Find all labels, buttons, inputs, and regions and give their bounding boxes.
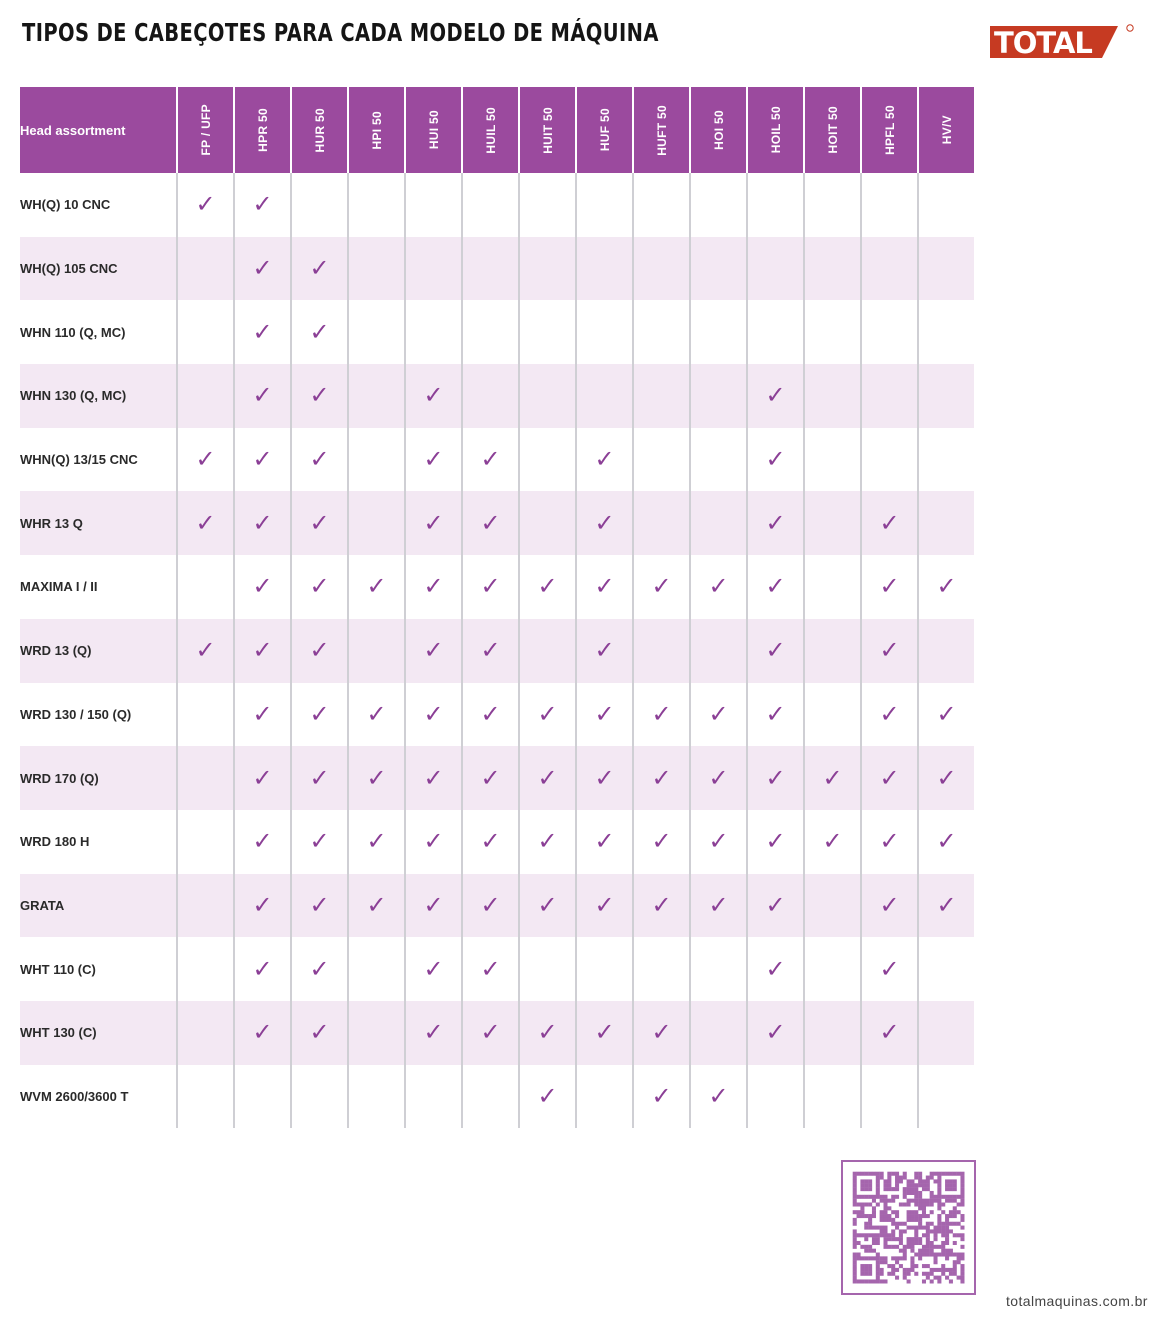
table-row bbox=[20, 364, 974, 428]
column-header-label: HUR 50 bbox=[312, 107, 327, 153]
column-header bbox=[291, 87, 348, 173]
column-header bbox=[519, 87, 576, 173]
empty-cell bbox=[177, 1065, 234, 1129]
check-icon: ✓ bbox=[576, 619, 633, 683]
check-icon: ✓ bbox=[234, 683, 291, 747]
table-row bbox=[20, 173, 974, 237]
check-icon: ✓ bbox=[519, 746, 576, 810]
empty-cell bbox=[747, 173, 804, 237]
check-icon: ✓ bbox=[462, 491, 519, 555]
empty-cell bbox=[405, 300, 462, 364]
empty-cell bbox=[804, 173, 861, 237]
check-icon: ✓ bbox=[177, 619, 234, 683]
qr-code-icon[interactable] bbox=[841, 1160, 976, 1295]
check-icon: ✓ bbox=[576, 683, 633, 747]
check-icon: ✓ bbox=[234, 173, 291, 237]
empty-cell bbox=[519, 364, 576, 428]
model-name: WHN(Q) 13/15 CNC bbox=[20, 452, 138, 468]
table-row bbox=[20, 619, 974, 683]
empty-cell bbox=[804, 237, 861, 301]
column-header-label: FP / UFP bbox=[198, 104, 213, 156]
check-icon: ✓ bbox=[519, 874, 576, 938]
check-icon: ✓ bbox=[576, 1001, 633, 1065]
model-name: WRD 13 (Q) bbox=[20, 619, 177, 683]
check-icon: ✓ bbox=[576, 555, 633, 619]
empty-cell bbox=[861, 237, 918, 301]
empty-cell bbox=[633, 619, 690, 683]
empty-cell bbox=[804, 937, 861, 1001]
check-icon: ✓ bbox=[234, 237, 291, 301]
check-icon: ✓ bbox=[462, 874, 519, 938]
empty-cell bbox=[576, 173, 633, 237]
column-header-label: HOIT 50 bbox=[825, 106, 840, 154]
empty-cell bbox=[804, 874, 861, 938]
check-icon: ✓ bbox=[291, 491, 348, 555]
column-header-label: HPI 50 bbox=[369, 110, 384, 150]
check-icon: ✓ bbox=[462, 937, 519, 1001]
check-icon: ✓ bbox=[177, 173, 234, 237]
model-name: WHT 130 (C) bbox=[20, 1001, 177, 1065]
empty-cell bbox=[747, 237, 804, 301]
column-header bbox=[804, 87, 861, 173]
check-icon: ✓ bbox=[633, 1001, 690, 1065]
column-header-label: HUIT 50 bbox=[540, 106, 555, 154]
empty-cell bbox=[918, 937, 974, 1001]
column-header bbox=[633, 87, 690, 173]
check-icon: ✓ bbox=[291, 874, 348, 938]
check-icon: ✓ bbox=[519, 555, 576, 619]
total-logo bbox=[990, 22, 1138, 62]
check-icon: ✓ bbox=[861, 491, 918, 555]
empty-cell bbox=[690, 173, 747, 237]
check-icon: ✓ bbox=[747, 1001, 804, 1065]
check-icon: ✓ bbox=[234, 491, 291, 555]
check-icon: ✓ bbox=[918, 683, 974, 747]
check-icon: ✓ bbox=[234, 1001, 291, 1065]
empty-cell bbox=[690, 237, 747, 301]
check-icon: ✓ bbox=[348, 746, 405, 810]
empty-cell bbox=[861, 364, 918, 428]
empty-cell bbox=[576, 364, 633, 428]
empty-cell bbox=[804, 555, 861, 619]
table-row bbox=[20, 237, 974, 301]
column-header bbox=[747, 87, 804, 173]
empty-cell bbox=[633, 364, 690, 428]
empty-cell bbox=[177, 874, 234, 938]
column-header bbox=[690, 87, 747, 173]
check-icon: ✓ bbox=[405, 1001, 462, 1065]
check-icon: ✓ bbox=[633, 746, 690, 810]
table-body bbox=[20, 173, 974, 1128]
check-icon: ✓ bbox=[690, 810, 747, 874]
model-name: WVM 2600/3600 T bbox=[20, 1088, 129, 1104]
empty-cell bbox=[177, 1001, 234, 1065]
check-icon: ✓ bbox=[405, 810, 462, 874]
check-icon: ✓ bbox=[633, 810, 690, 874]
table-header-row bbox=[20, 87, 974, 173]
check-icon: ✓ bbox=[405, 874, 462, 938]
check-icon: ✓ bbox=[462, 810, 519, 874]
empty-cell bbox=[861, 428, 918, 492]
empty-cell bbox=[348, 300, 405, 364]
check-icon: ✓ bbox=[348, 874, 405, 938]
check-icon: ✓ bbox=[177, 491, 234, 555]
empty-cell bbox=[633, 173, 690, 237]
column-header-label: HOIL 50 bbox=[768, 106, 783, 154]
check-icon: ✓ bbox=[405, 428, 462, 492]
empty-cell bbox=[804, 619, 861, 683]
check-icon: ✓ bbox=[348, 683, 405, 747]
empty-cell bbox=[177, 364, 234, 428]
empty-cell bbox=[918, 491, 974, 555]
table-row bbox=[20, 300, 974, 364]
empty-cell bbox=[804, 683, 861, 747]
check-icon: ✓ bbox=[747, 746, 804, 810]
empty-cell bbox=[177, 555, 234, 619]
empty-cell bbox=[690, 619, 747, 683]
column-header bbox=[918, 87, 974, 173]
empty-cell bbox=[348, 173, 405, 237]
model-name: WH(Q) 105 CNC bbox=[20, 237, 177, 301]
check-icon: ✓ bbox=[291, 364, 348, 428]
check-icon: ✓ bbox=[690, 746, 747, 810]
empty-cell bbox=[519, 428, 576, 492]
check-icon: ✓ bbox=[747, 937, 804, 1001]
empty-cell bbox=[462, 1065, 519, 1129]
check-icon: ✓ bbox=[348, 555, 405, 619]
model-name: WHN 130 (Q, MC) bbox=[20, 364, 177, 428]
column-header bbox=[405, 87, 462, 173]
empty-cell bbox=[576, 1065, 633, 1129]
check-icon: ✓ bbox=[918, 555, 974, 619]
empty-cell bbox=[348, 491, 405, 555]
empty-cell bbox=[177, 810, 234, 874]
empty-cell bbox=[234, 1065, 291, 1129]
empty-cell bbox=[918, 619, 974, 683]
check-icon: ✓ bbox=[405, 937, 462, 1001]
check-icon: ✓ bbox=[747, 874, 804, 938]
check-icon: ✓ bbox=[861, 555, 918, 619]
check-icon: ✓ bbox=[747, 555, 804, 619]
check-icon: ✓ bbox=[690, 1065, 747, 1129]
check-icon: ✓ bbox=[291, 1001, 348, 1065]
check-icon: ✓ bbox=[633, 683, 690, 747]
check-icon: ✓ bbox=[462, 683, 519, 747]
empty-cell bbox=[633, 300, 690, 364]
check-icon: ✓ bbox=[291, 683, 348, 747]
empty-cell bbox=[348, 619, 405, 683]
website-link[interactable]: totalmaquinas.com.br bbox=[1006, 1293, 1148, 1309]
column-header-label: HPR 50 bbox=[255, 108, 270, 152]
empty-cell bbox=[804, 428, 861, 492]
table-row bbox=[20, 555, 974, 619]
empty-cell bbox=[747, 1065, 804, 1129]
column-header-label: HUIL 50 bbox=[483, 106, 498, 154]
empty-cell bbox=[348, 1001, 405, 1065]
check-icon: ✓ bbox=[291, 555, 348, 619]
header-head-assortment: Head assortment bbox=[20, 87, 177, 173]
check-icon: ✓ bbox=[519, 810, 576, 874]
table-row bbox=[20, 683, 974, 747]
check-icon: ✓ bbox=[747, 491, 804, 555]
empty-cell bbox=[804, 364, 861, 428]
empty-cell bbox=[918, 1001, 974, 1065]
empty-cell bbox=[861, 300, 918, 364]
check-icon: ✓ bbox=[234, 428, 291, 492]
empty-cell bbox=[519, 619, 576, 683]
table-row bbox=[20, 1001, 974, 1065]
empty-cell bbox=[576, 937, 633, 1001]
empty-cell bbox=[348, 428, 405, 492]
check-icon: ✓ bbox=[690, 683, 747, 747]
check-icon: ✓ bbox=[861, 619, 918, 683]
check-icon: ✓ bbox=[576, 428, 633, 492]
model-name: WRD 130 / 150 (Q) bbox=[20, 706, 132, 722]
empty-cell bbox=[804, 1065, 861, 1129]
check-icon: ✓ bbox=[348, 810, 405, 874]
check-icon: ✓ bbox=[291, 810, 348, 874]
check-icon: ✓ bbox=[234, 810, 291, 874]
column-header bbox=[234, 87, 291, 173]
check-icon: ✓ bbox=[747, 364, 804, 428]
empty-cell bbox=[405, 237, 462, 301]
check-icon: ✓ bbox=[462, 555, 519, 619]
empty-cell bbox=[861, 1065, 918, 1129]
model-name: WRD 170 (Q) bbox=[20, 746, 177, 810]
empty-cell bbox=[918, 1065, 974, 1129]
empty-cell bbox=[918, 428, 974, 492]
empty-cell bbox=[177, 746, 234, 810]
column-header bbox=[861, 87, 918, 173]
column-header bbox=[348, 87, 405, 173]
column-header-label: HUFT 50 bbox=[654, 104, 669, 156]
check-icon: ✓ bbox=[633, 1065, 690, 1129]
check-icon: ✓ bbox=[291, 300, 348, 364]
check-icon: ✓ bbox=[747, 619, 804, 683]
check-icon: ✓ bbox=[462, 746, 519, 810]
empty-cell bbox=[690, 300, 747, 364]
check-icon: ✓ bbox=[861, 874, 918, 938]
empty-cell bbox=[804, 1001, 861, 1065]
check-icon: ✓ bbox=[177, 428, 234, 492]
table-row bbox=[20, 491, 974, 555]
empty-cell bbox=[633, 237, 690, 301]
empty-cell bbox=[462, 364, 519, 428]
empty-cell bbox=[462, 237, 519, 301]
check-icon: ✓ bbox=[861, 683, 918, 747]
check-icon: ✓ bbox=[462, 1001, 519, 1065]
check-icon: ✓ bbox=[234, 746, 291, 810]
model-name: WHR 13 Q bbox=[20, 491, 177, 555]
empty-cell bbox=[177, 300, 234, 364]
check-icon: ✓ bbox=[234, 300, 291, 364]
empty-cell bbox=[519, 491, 576, 555]
table-row bbox=[20, 1065, 974, 1129]
check-icon: ✓ bbox=[576, 874, 633, 938]
empty-cell bbox=[519, 173, 576, 237]
check-icon: ✓ bbox=[405, 683, 462, 747]
check-icon: ✓ bbox=[747, 683, 804, 747]
check-icon: ✓ bbox=[234, 874, 291, 938]
empty-cell bbox=[519, 300, 576, 364]
check-icon: ✓ bbox=[234, 364, 291, 428]
column-header bbox=[462, 87, 519, 173]
empty-cell bbox=[918, 300, 974, 364]
check-icon: ✓ bbox=[804, 810, 861, 874]
empty-cell bbox=[348, 937, 405, 1001]
page-title: TIPOS DE CABEÇOTES PARA CADA MODELO DE MÁQUINA bbox=[22, 18, 659, 47]
empty-cell bbox=[690, 364, 747, 428]
empty-cell bbox=[405, 173, 462, 237]
model-name: GRATA bbox=[20, 874, 177, 938]
check-icon: ✓ bbox=[576, 810, 633, 874]
check-icon: ✓ bbox=[405, 491, 462, 555]
empty-cell bbox=[747, 300, 804, 364]
empty-cell bbox=[690, 491, 747, 555]
model-name: MAXIMA I / II bbox=[20, 579, 98, 595]
table-row bbox=[20, 428, 974, 492]
empty-cell bbox=[918, 173, 974, 237]
check-icon: ✓ bbox=[405, 364, 462, 428]
empty-cell bbox=[633, 491, 690, 555]
empty-cell bbox=[633, 937, 690, 1001]
empty-cell bbox=[462, 300, 519, 364]
check-icon: ✓ bbox=[234, 555, 291, 619]
empty-cell bbox=[576, 237, 633, 301]
check-icon: ✓ bbox=[519, 1001, 576, 1065]
empty-cell bbox=[291, 173, 348, 237]
model-name: WRD 180 H bbox=[20, 834, 90, 850]
empty-cell bbox=[348, 237, 405, 301]
check-icon: ✓ bbox=[405, 555, 462, 619]
empty-cell bbox=[519, 237, 576, 301]
check-icon: ✓ bbox=[291, 428, 348, 492]
empty-cell bbox=[177, 683, 234, 747]
check-icon: ✓ bbox=[690, 555, 747, 619]
column-header-label: HPFL 50 bbox=[882, 105, 897, 155]
column-header-label: HUI 50 bbox=[426, 110, 441, 150]
empty-cell bbox=[690, 428, 747, 492]
check-icon: ✓ bbox=[804, 746, 861, 810]
check-icon: ✓ bbox=[861, 937, 918, 1001]
check-icon: ✓ bbox=[519, 1065, 576, 1129]
check-icon: ✓ bbox=[918, 810, 974, 874]
column-header bbox=[177, 87, 234, 173]
check-icon: ✓ bbox=[633, 555, 690, 619]
empty-cell bbox=[804, 300, 861, 364]
empty-cell bbox=[633, 428, 690, 492]
empty-cell bbox=[348, 1065, 405, 1129]
check-icon: ✓ bbox=[690, 874, 747, 938]
check-icon: ✓ bbox=[405, 746, 462, 810]
table-row bbox=[20, 937, 974, 1001]
check-icon: ✓ bbox=[462, 428, 519, 492]
empty-cell bbox=[519, 937, 576, 1001]
check-icon: ✓ bbox=[576, 491, 633, 555]
check-icon: ✓ bbox=[918, 874, 974, 938]
empty-cell bbox=[804, 491, 861, 555]
empty-cell bbox=[690, 1001, 747, 1065]
empty-cell bbox=[291, 1065, 348, 1129]
check-icon: ✓ bbox=[576, 746, 633, 810]
empty-cell bbox=[405, 1065, 462, 1129]
check-icon: ✓ bbox=[747, 810, 804, 874]
check-icon: ✓ bbox=[918, 746, 974, 810]
empty-cell bbox=[576, 300, 633, 364]
check-icon: ✓ bbox=[234, 937, 291, 1001]
column-header-label: HV/V bbox=[939, 115, 954, 145]
check-icon: ✓ bbox=[291, 746, 348, 810]
head-assortment-table bbox=[20, 87, 974, 1128]
check-icon: ✓ bbox=[861, 746, 918, 810]
model-name: WH(Q) 10 CNC bbox=[20, 197, 111, 213]
column-header-label: HOI 50 bbox=[711, 110, 726, 150]
empty-cell bbox=[861, 173, 918, 237]
column-header bbox=[576, 87, 633, 173]
empty-cell bbox=[462, 173, 519, 237]
check-icon: ✓ bbox=[234, 619, 291, 683]
model-name: WHT 110 (C) bbox=[20, 961, 96, 977]
check-icon: ✓ bbox=[291, 619, 348, 683]
check-icon: ✓ bbox=[633, 874, 690, 938]
empty-cell bbox=[348, 364, 405, 428]
model-name: WHN 110 (Q, MC) bbox=[20, 324, 126, 340]
empty-cell bbox=[690, 937, 747, 1001]
check-icon: ✓ bbox=[747, 428, 804, 492]
check-icon: ✓ bbox=[462, 619, 519, 683]
check-icon: ✓ bbox=[861, 810, 918, 874]
logo-text: TOTAL bbox=[994, 26, 1092, 60]
table-row bbox=[20, 874, 974, 938]
empty-cell bbox=[918, 364, 974, 428]
empty-cell bbox=[918, 237, 974, 301]
check-icon: ✓ bbox=[519, 683, 576, 747]
empty-cell bbox=[177, 237, 234, 301]
column-header-label: HUF 50 bbox=[597, 108, 612, 152]
check-icon: ✓ bbox=[405, 619, 462, 683]
check-icon: ✓ bbox=[291, 937, 348, 1001]
empty-cell bbox=[177, 937, 234, 1001]
table-row bbox=[20, 810, 974, 874]
table-row bbox=[20, 746, 974, 810]
check-icon: ✓ bbox=[861, 1001, 918, 1065]
check-icon: ✓ bbox=[291, 237, 348, 301]
